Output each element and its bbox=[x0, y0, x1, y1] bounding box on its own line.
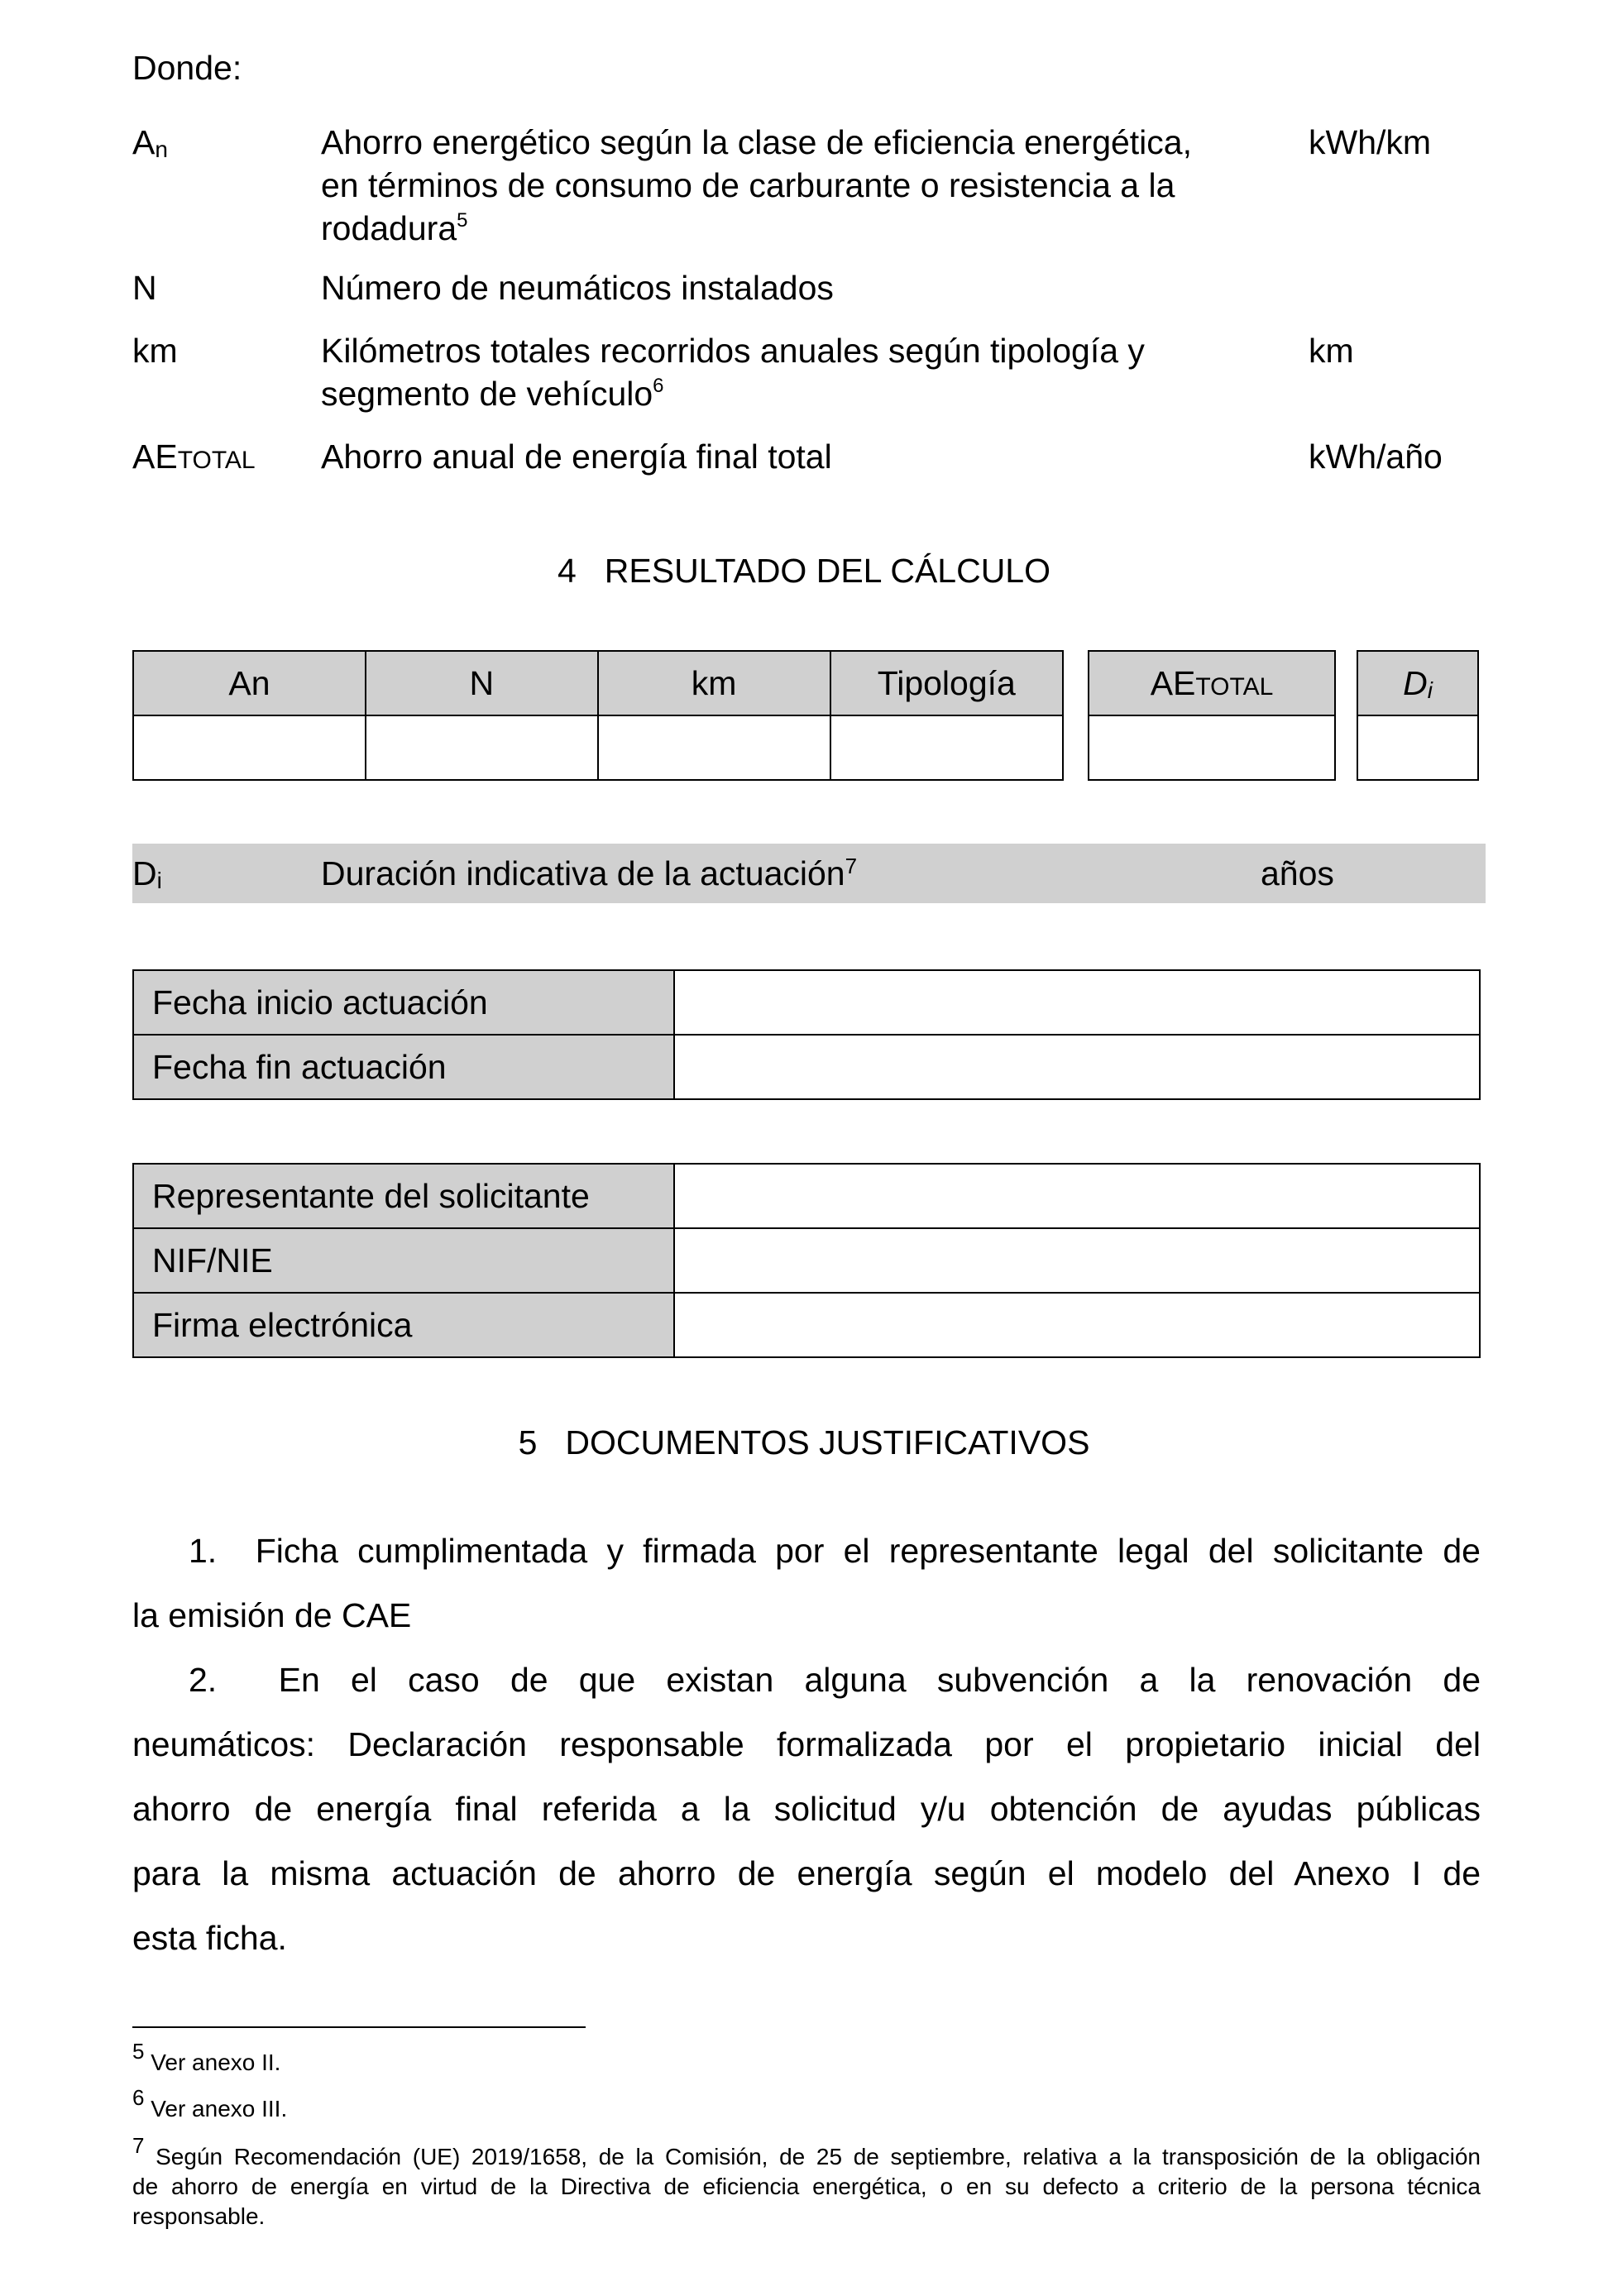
document-item-1-line-1: 1. Ficha cumplimentada y firmada por el representante legal del solicitante de bbox=[189, 1532, 1481, 1570]
definition-unit-km: km bbox=[1309, 332, 1354, 370]
header-km: km bbox=[598, 651, 830, 715]
document-item-1-line-2: la emisión de CAE bbox=[132, 1596, 412, 1634]
dates-table bbox=[132, 969, 1481, 1100]
section-4-heading: 4 RESULTADO DEL CÁLCULO bbox=[557, 552, 1051, 590]
footnote-ref: 7 bbox=[845, 854, 858, 878]
definition-text-an: Ahorro energético según la clase de eficiencia energética, en términos de consumo de carburante o resistencia a la rodadura$^5$ bbox=[321, 123, 1192, 247]
footnote-separator bbox=[132, 2026, 586, 2028]
input-di[interactable] bbox=[1357, 715, 1478, 780]
document-item-2-line-5: esta ficha. bbox=[132, 1919, 287, 1957]
footnote-6: 6 Ver anexo III. bbox=[132, 2085, 288, 2121]
input-aetotal[interactable] bbox=[1089, 715, 1335, 780]
start-date-field[interactable] bbox=[674, 970, 1480, 1035]
input-n[interactable] bbox=[366, 715, 598, 780]
documents-list bbox=[132, 1519, 1481, 1970]
di-table bbox=[1357, 650, 1479, 781]
start-date-label: Fecha inicio actuación bbox=[133, 970, 674, 1035]
duration-symbol: Di bbox=[132, 854, 162, 893]
document-item-2-line-2: neumáticos: Declaración responsable formalizada por el propietario inicial del bbox=[132, 1725, 1481, 1763]
signature-field[interactable] bbox=[674, 1293, 1480, 1357]
footnote-7: 7 Según Recomendación (UE) 2019/1658, de la Comisión, de 25 de septiembre, relativa a la transposición de la obligación de ahorro de energía en virtud de la Directiva de eficiencia energética, o en su defecto a criterio de la persona técnica responsable. bbox=[132, 2133, 1481, 2229]
footnote-ref: 5 bbox=[457, 209, 468, 232]
nif-nie-label: NIF/NIE bbox=[133, 1228, 674, 1293]
header-tipologia: Tipología bbox=[830, 651, 1063, 715]
document-item-2-line-4: para la misma actuación de ahorro de energía según el modelo del Anexo I de bbox=[132, 1854, 1481, 1892]
input-km[interactable] bbox=[598, 715, 830, 780]
duration-unit: años bbox=[1261, 854, 1334, 892]
aetotal-table bbox=[1088, 650, 1336, 781]
definition-text-aetotal: Ahorro anual de energía final total bbox=[321, 438, 832, 476]
document-item-2-line-1: 2. En el caso de que existan alguna subvención a la renovación de bbox=[189, 1661, 1481, 1699]
section-5-heading: 5 DOCUMENTOS JUSTIFICATIVOS bbox=[518, 1423, 1090, 1461]
footnote-ref: 6 bbox=[653, 375, 664, 397]
header-an: An bbox=[133, 651, 366, 715]
input-tipologia[interactable] bbox=[830, 715, 1063, 780]
end-date-field[interactable] bbox=[674, 1035, 1480, 1099]
header-aetotal: AETOTAL bbox=[1089, 651, 1335, 715]
definition-symbol-aetotal: AETOTAL bbox=[132, 438, 256, 476]
definition-unit-aetotal: kWh/año bbox=[1309, 438, 1443, 476]
representative-field[interactable] bbox=[674, 1164, 1480, 1228]
definition-unit-an: kWh/km bbox=[1309, 123, 1432, 161]
header-di: Di bbox=[1357, 651, 1478, 715]
intro-label: Donde: bbox=[132, 49, 242, 87]
end-date-label: Fecha fin actuación bbox=[133, 1035, 674, 1099]
definition-text-km: Kilómetros totales recorridos anuales según tipología y segmento de vehículo$^6$ bbox=[321, 332, 1145, 413]
applicant-table bbox=[132, 1163, 1481, 1358]
footnote-5: 5 Ver anexo II. bbox=[132, 2039, 281, 2075]
definition-symbol-n: N bbox=[132, 269, 157, 307]
header-n: N bbox=[366, 651, 598, 715]
nif-nie-field[interactable] bbox=[674, 1228, 1480, 1293]
result-table bbox=[132, 650, 1064, 781]
input-an[interactable] bbox=[133, 715, 366, 780]
representative-label: Representante del solicitante bbox=[133, 1164, 674, 1228]
definition-symbol-an: An bbox=[132, 123, 168, 162]
signature-label: Firma electrónica bbox=[133, 1293, 674, 1357]
document-item-2-line-3: ahorro de energía final referida a la solicitud y/u obtención de ayudas públicas bbox=[132, 1790, 1481, 1828]
duration-label: Duración indicativa de la actuación$^7$ bbox=[321, 854, 858, 892]
definition-symbol-km: km bbox=[132, 332, 178, 370]
definition-text-n: Número de neumáticos instalados bbox=[321, 269, 834, 307]
